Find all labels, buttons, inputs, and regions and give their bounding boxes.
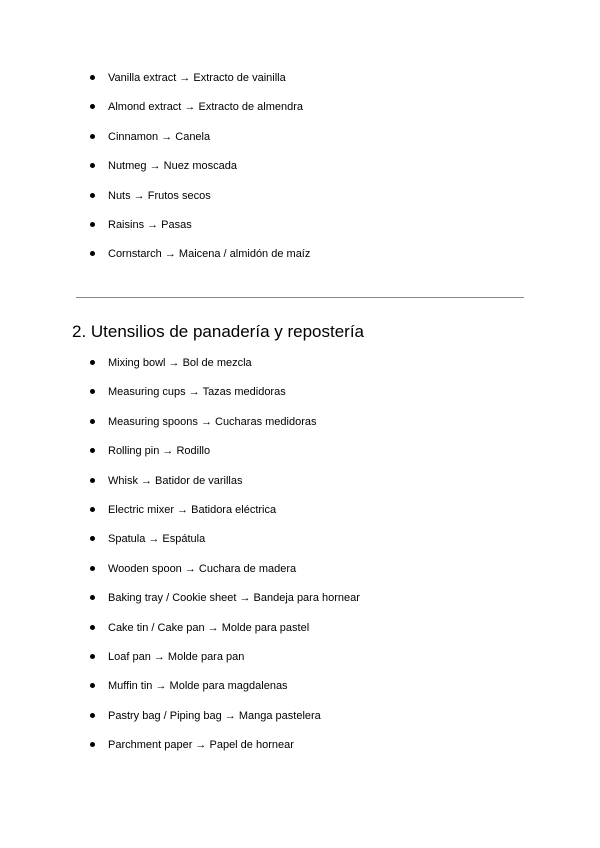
list-item-text: Nuts → Frutos secos xyxy=(108,189,211,202)
list-item xyxy=(0,71,600,100)
list-item-text: Rolling pin → Rodillo xyxy=(108,445,211,458)
list-item-text: Baking tray / Cookie sheet → Bandeja para hornear xyxy=(108,592,360,605)
list-item xyxy=(0,503,600,532)
bullet-icon xyxy=(90,104,95,109)
list-item xyxy=(0,415,600,444)
list-item-text: Muffin tin → Molde para magdalenas xyxy=(108,680,288,693)
list-item-text: Raisins → Pasas xyxy=(108,218,192,231)
list-item xyxy=(0,356,600,385)
bullet-icon xyxy=(90,389,95,394)
list-item-text: Measuring cups → Tazas medidoras xyxy=(108,386,286,399)
list-item xyxy=(0,247,600,276)
bullet-icon xyxy=(90,595,95,600)
list-item-text: Cinnamon → Canela xyxy=(108,130,211,143)
bullet-icon xyxy=(90,360,95,365)
list-item xyxy=(0,385,600,414)
list-item xyxy=(0,444,600,473)
list-item xyxy=(0,159,600,188)
bullet-icon xyxy=(90,222,95,227)
bullet-icon xyxy=(90,654,95,659)
bullet-icon xyxy=(90,566,95,571)
list-item xyxy=(0,709,600,738)
list-item-text: Electric mixer → Batidora eléctrica xyxy=(108,503,277,516)
list-item xyxy=(0,591,600,620)
list-item xyxy=(0,532,600,561)
list-item xyxy=(0,562,600,591)
list-item-text: Pastry bag / Piping bag → Manga pastelera xyxy=(108,709,321,722)
utensils-list xyxy=(0,356,600,767)
list-item xyxy=(0,189,600,218)
list-item-text: Spatula → Espátula xyxy=(108,533,206,546)
bullet-icon xyxy=(90,193,95,198)
list-item-text: Whisk → Batidor de varillas xyxy=(108,474,243,487)
bullet-icon xyxy=(90,742,95,747)
list-item-text: Loaf pan → Molde para pan xyxy=(108,650,245,663)
bullet-icon xyxy=(90,163,95,168)
list-item-text: Nutmeg → Nuez moscada xyxy=(108,160,237,173)
list-item-text: Parchment paper → Papel de hornear xyxy=(108,739,294,752)
bullet-icon xyxy=(90,134,95,139)
bullet-icon xyxy=(90,251,95,256)
bullet-icon xyxy=(90,507,95,512)
bullet-icon xyxy=(90,75,95,80)
list-item xyxy=(0,100,600,129)
list-item xyxy=(0,474,600,503)
list-item xyxy=(0,738,600,767)
list-item xyxy=(0,218,600,247)
bullet-icon xyxy=(90,536,95,541)
list-item xyxy=(0,621,600,650)
list-item-text: Mixing bowl → Bol de mezcla xyxy=(108,357,252,369)
list-item-text: Wooden spoon → Cuchara de madera xyxy=(108,562,297,575)
list-item xyxy=(0,130,600,159)
bullet-icon xyxy=(90,448,95,453)
section-heading: 2. Utensilios de panadería y repostería xyxy=(72,322,365,341)
list-item-text: Cornstarch → Maicena / almidón de maíz xyxy=(108,248,311,261)
list-item-text: Cake tin / Cake pan → Molde para pastel xyxy=(108,621,310,634)
horizontal-divider xyxy=(76,297,524,298)
list-item xyxy=(0,679,600,708)
bullet-icon xyxy=(90,419,95,424)
bullet-icon xyxy=(90,683,95,688)
bullet-icon xyxy=(90,625,95,630)
list-item xyxy=(0,650,600,679)
list-item-text: Measuring spoons → Cucharas medidoras xyxy=(108,415,317,428)
list-item-text: Almond extract → Extracto de almendra xyxy=(108,101,304,114)
bullet-icon xyxy=(90,478,95,483)
list-item-text: Vanilla extract → Extracto de vainilla xyxy=(108,72,286,84)
bullet-icon xyxy=(90,713,95,718)
ingredients-list xyxy=(0,71,600,277)
